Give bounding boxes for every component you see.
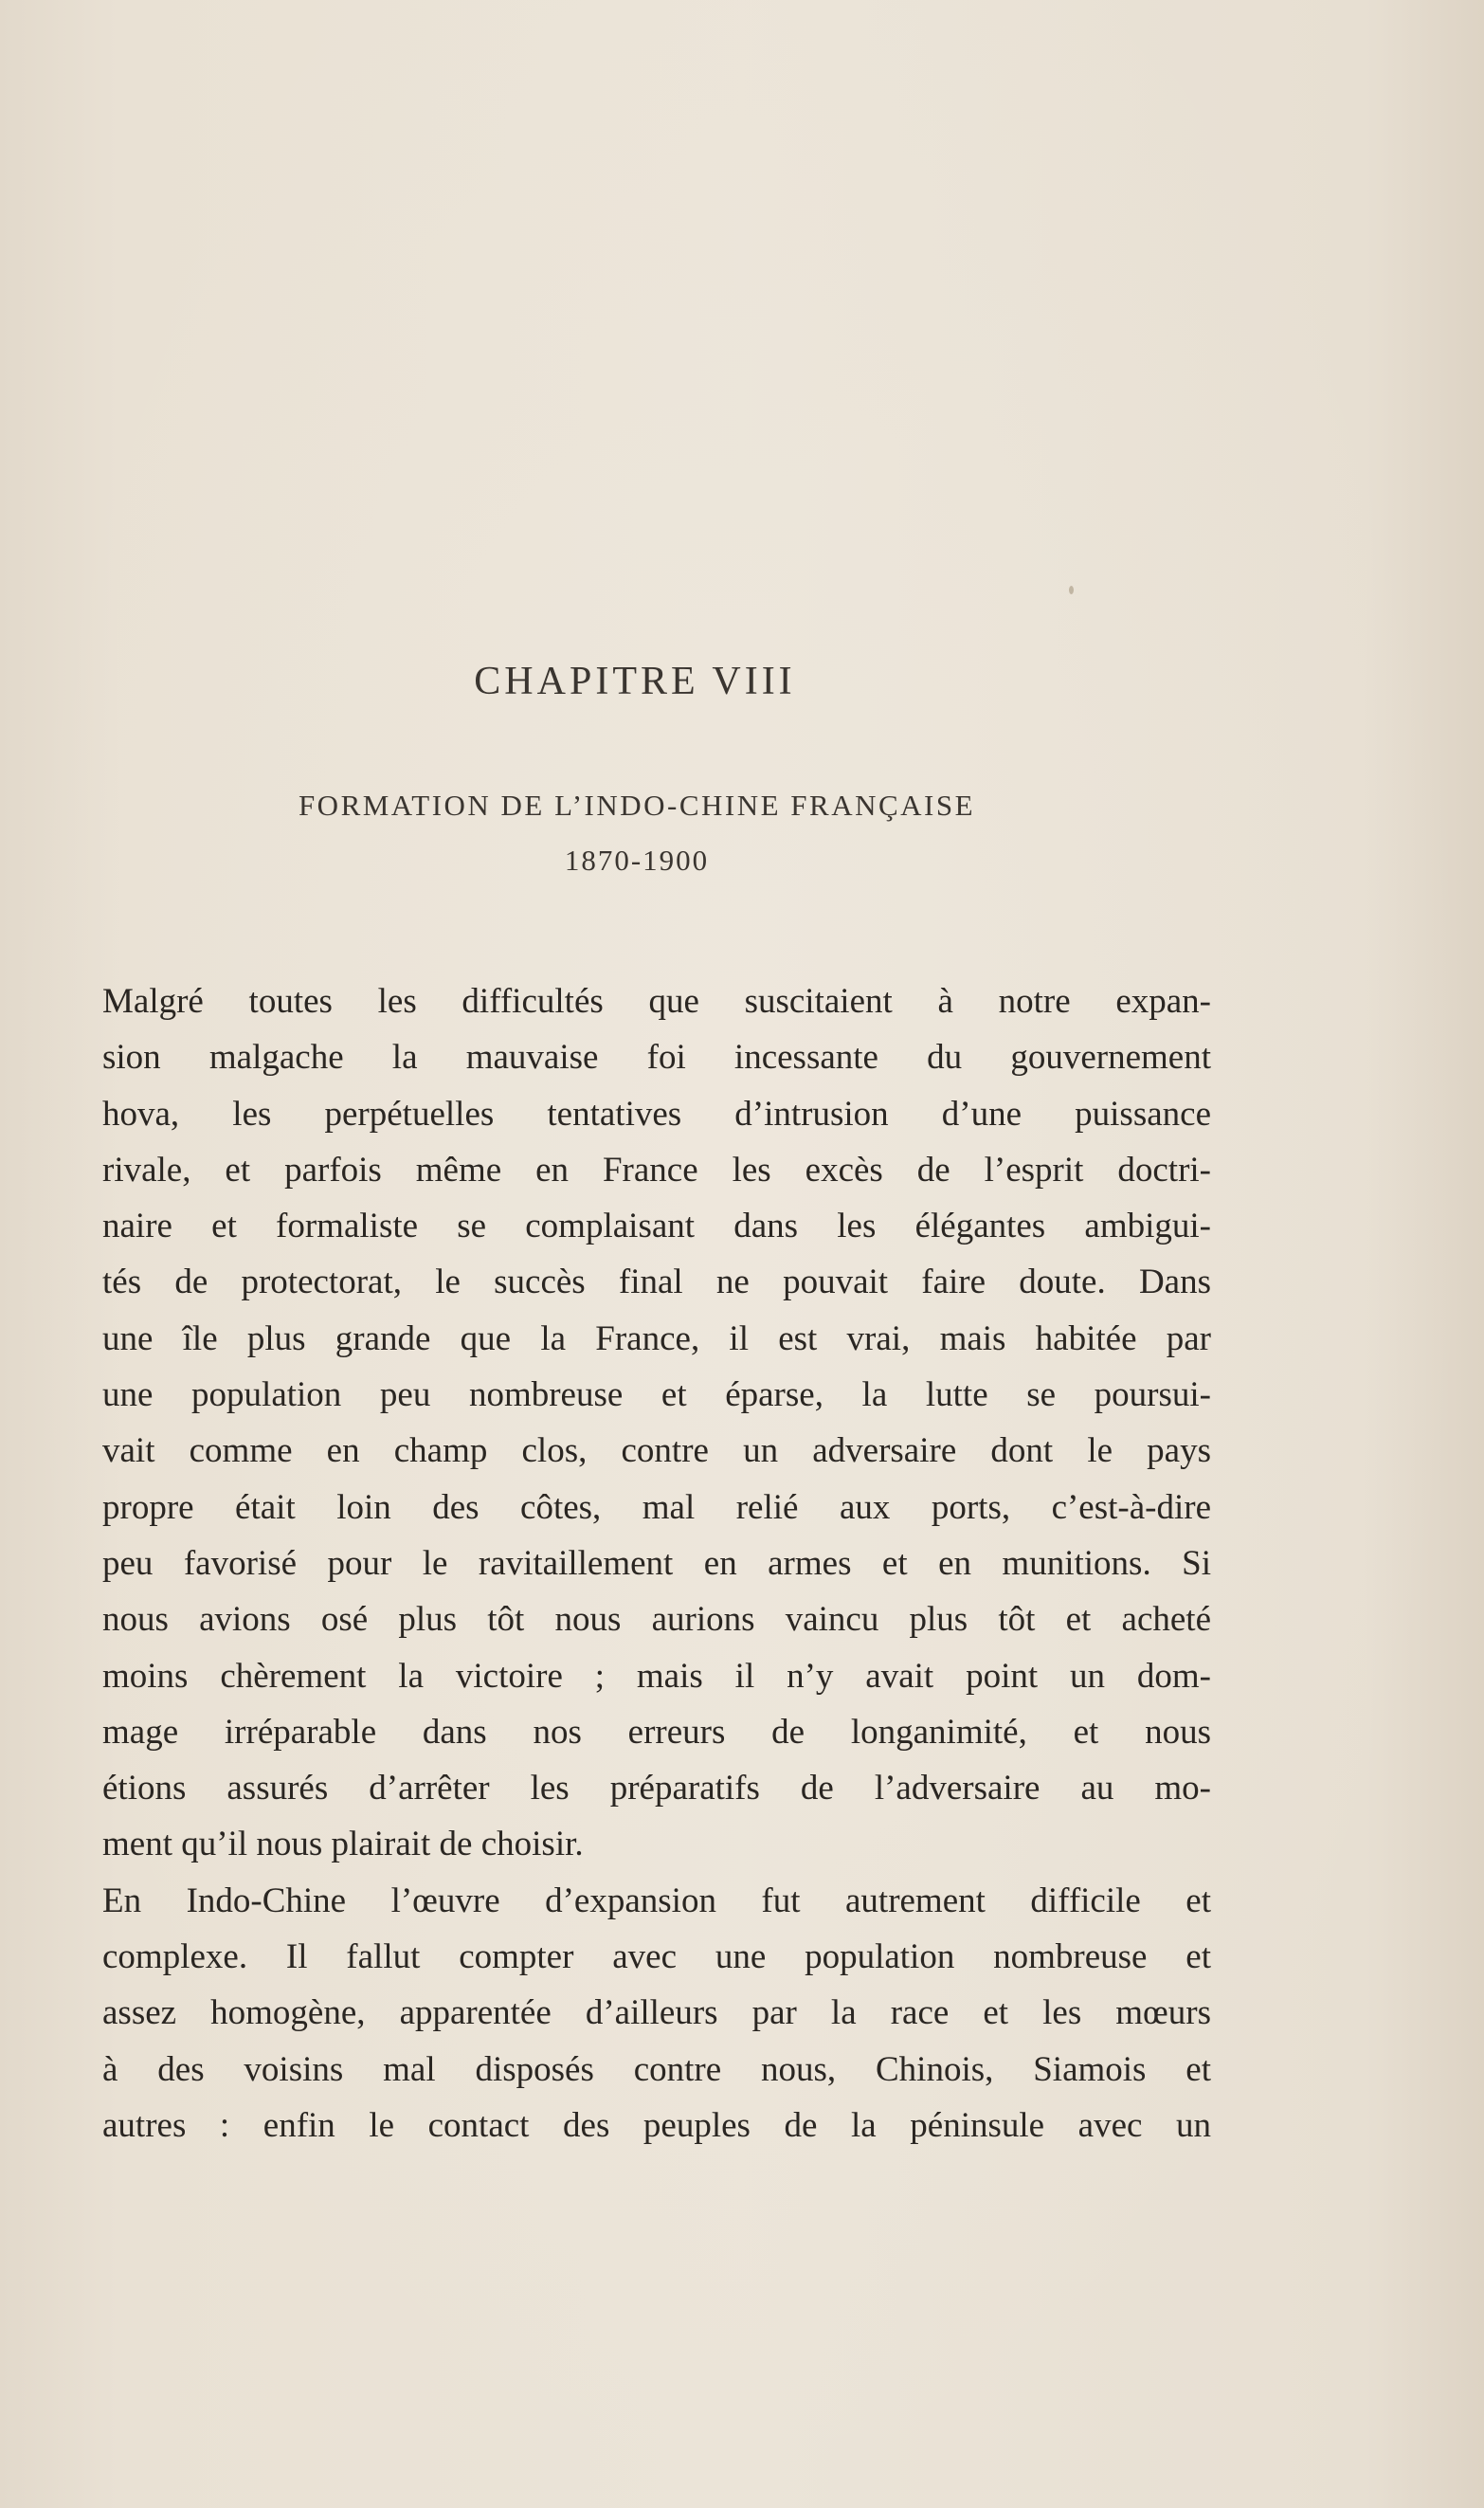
text-line: une population peu nombreuse et éparse, la lutte se poursui-	[102, 1375, 1211, 1415]
paragraph-1	[102, 973, 1211, 1873]
text-line: complexe. Il fallut compter avec une population nombreuse et	[102, 1937, 1211, 1977]
text-line: Malgré toutes les difficultés que suscitaient à notre expan-	[102, 982, 1211, 1021]
text-line: autres : enfin le contact des peuples de la péninsule avec un	[102, 2105, 1211, 2145]
chapter-heading: FORMATION DE L’INDO-CHINE FRANÇAISE	[298, 789, 976, 822]
paragraph-2	[102, 1873, 1211, 2154]
text-line: une île plus grande que la France, il est vrai, mais habitée par	[102, 1318, 1211, 1358]
text-line: mage irréparable dans nos erreurs de longanimité, et nous	[102, 1712, 1211, 1752]
text-line: assez homogène, apparentée d’ailleurs par la race et les mœurs	[102, 1993, 1211, 2033]
body-text	[102, 973, 1211, 2154]
text-line: tés de protectorat, le succès final ne pouvait faire doute. Dans	[102, 1263, 1211, 1302]
chapter-title: CHAPITRE VIII	[474, 660, 796, 703]
text-line: rivale, et parfois même en France les excès de l’esprit doctri-	[102, 1150, 1211, 1190]
text-line: peu favorisé pour le ravitaillement en armes et en munitions. Si	[102, 1543, 1211, 1583]
text-line: hova, les perpétuelles tentatives d’intrusion d’une puissance	[102, 1094, 1211, 1134]
text-line: étions assurés d’arrêter les préparatifs de l’adversaire au mo-	[102, 1769, 1211, 1808]
text-line: ment qu’il nous plairait de choisir.	[102, 1825, 584, 1864]
text-line: nous avions osé plus tôt nous aurions vaincu plus tôt et acheté	[102, 1600, 1211, 1640]
text-line: sion malgache la mauvaise foi incessante du gouvernement	[102, 1038, 1211, 1078]
text-line: naire et formaliste se complaisant dans les élégantes ambigui-	[102, 1207, 1211, 1246]
text-line: En Indo-Chine l’œuvre d’expansion fut autrement difficile et	[102, 1881, 1211, 1920]
text-line: vait comme en champ clos, contre un adversaire dont le pays	[102, 1431, 1211, 1471]
text-line: moins chèrement la victoire ; mais il n’y avait point un dom-	[102, 1656, 1211, 1696]
text-line: propre était loin des côtes, mal relié aux ports, c’est-à-dire	[102, 1487, 1211, 1527]
chapter-dates: 1870-1900	[564, 844, 710, 877]
paper-blemish	[1069, 586, 1074, 594]
text-line: à des voisins mal disposés contre nous, Chinois, Siamois et	[102, 2049, 1211, 2089]
